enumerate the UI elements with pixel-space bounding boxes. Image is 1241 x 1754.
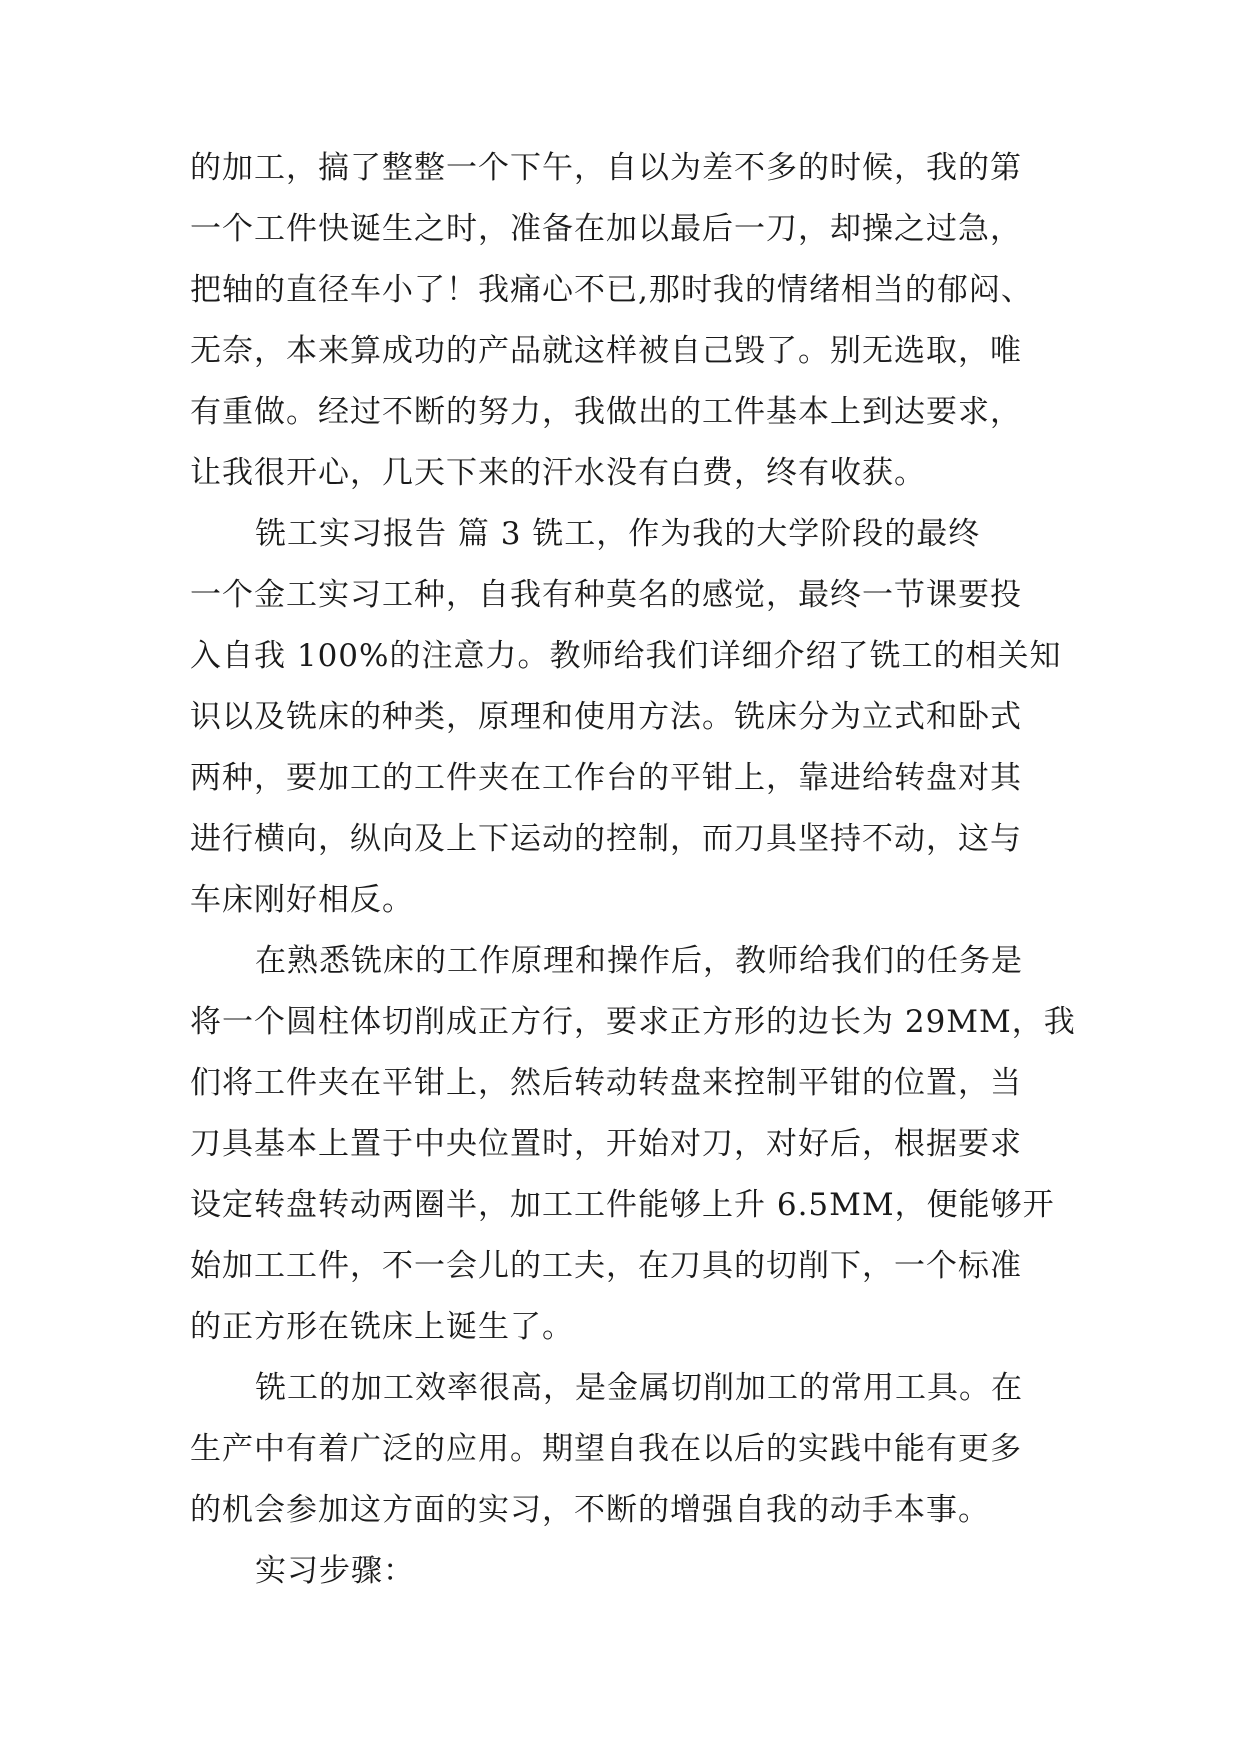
text-line: 的正方形在铣床上诞生了。: [190, 1309, 574, 1345]
text-line: 入自我 100%的注意力。教师给我们详细介绍了铣工的相关知: [190, 638, 1062, 674]
text-line: 两种，要加工的工件夹在工作台的平钳上，靠进给转盘对其: [190, 760, 1022, 796]
text-line: 车床刚好相反。: [190, 882, 414, 918]
text-line: 识以及铣床的种类，原理和使用方法。铣床分为立式和卧式: [190, 699, 1022, 735]
text-line: 铣工的加工效率很高，是金属切削加工的常用工具。在: [255, 1370, 1023, 1406]
text-line: 始加工工件，不一会儿的工夫，在刀具的切削下，一个标准: [190, 1248, 1022, 1284]
section-heading-line: 铣工实习报告 篇 3 铣工，作为我的大学阶段的最终: [255, 516, 981, 552]
text-line: 们将工件夹在平钳上，然后转动转盘来控制平钳的位置，当: [190, 1065, 1022, 1101]
text-line: 生产中有着广泛的应用。期望自我在以后的实践中能有更多: [190, 1431, 1022, 1467]
text-line: 进行横向，纵向及上下运动的控制，而刀具坚持不动，这与: [190, 821, 1022, 857]
text-line: 让我很开心，几天下来的汗水没有白费，终有收获。: [190, 455, 926, 491]
text-line: 设定转盘转动两圈半，加工工件能够上升 6.5MM，便能够开: [190, 1187, 1055, 1223]
text-line: 有重做。经过不断的努力，我做出的工件基本上到达要求，: [190, 394, 1022, 430]
text-line: 一个金工实习工种，自我有种莫名的感觉，最终一节课要投: [190, 577, 1022, 613]
text-line: 一个工件快诞生之时，准备在加以最后一刀，却操之过急，: [190, 211, 1022, 247]
text-line: 的加工，搞了整整一个下午，自以为差不多的时候，我的第: [190, 150, 1022, 186]
text-line: 刀具基本上置于中央位置时，开始对刀，对好后，根据要求: [190, 1126, 1022, 1162]
text-line: 实习步骤：: [255, 1553, 415, 1589]
text-line: 将一个圆柱体切削成正方行，要求正方形的边长为 29MM，我: [190, 1004, 1076, 1040]
text-line: 无奈，本来算成功的产品就这样被自己毁了。别无选取，唯: [190, 333, 1022, 369]
text-line: 把轴的直径车小了！我痛心不已,那时我的情绪相当的郁闷、: [190, 272, 1033, 308]
text-line: 的机会参加这方面的实习，不断的增强自我的动手本事。: [190, 1492, 990, 1528]
text-line: 在熟悉铣床的工作原理和操作后，教师给我们的任务是: [255, 943, 1023, 979]
